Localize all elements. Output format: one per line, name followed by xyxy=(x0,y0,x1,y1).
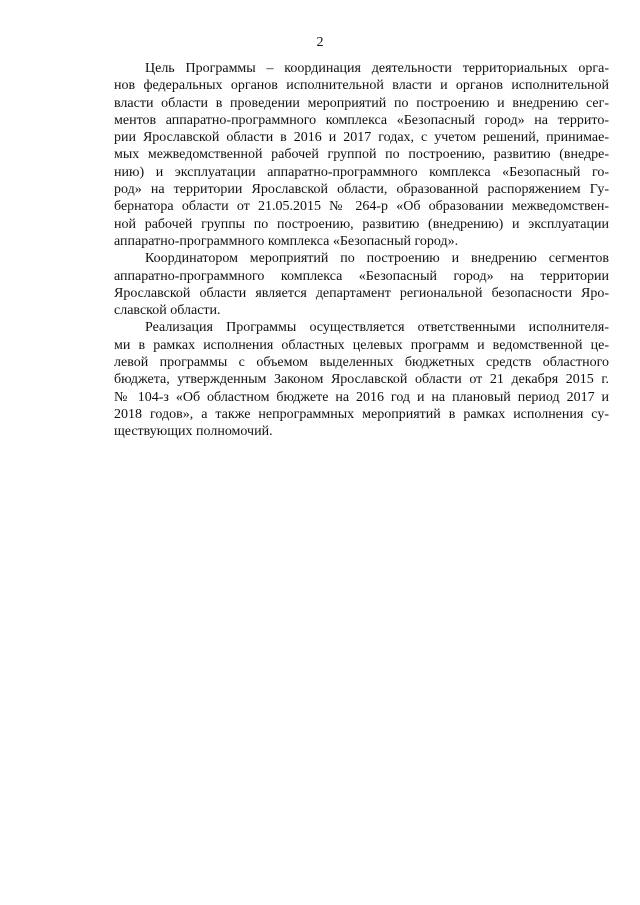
text-line: род» на территории Ярославской области, образованной распоряжением Гу- xyxy=(114,182,609,198)
text-line: левой программы с объемом выделенных бюджетных средств областного xyxy=(114,355,609,371)
text-line: 2018 годов», а также непрограммных мероприятий в рамках исполнения су- xyxy=(114,406,609,422)
text-line: № 104-з «Об областном бюджете на 2016 год и на плановый период 2017 и xyxy=(114,389,609,405)
text-line: аппаратно-программного комплекса «Безопасный город». xyxy=(114,233,459,249)
page-number: 2 xyxy=(316,35,324,50)
paragraph-program-goal xyxy=(114,60,609,250)
text-line: Ярославской области является департамент региональной безопасности Яро- xyxy=(114,285,609,301)
text-line: нию) и эксплуатации аппаратно-программного комплекса «Безопасный го- xyxy=(114,164,609,180)
text-line: рии Ярославской области в 2016 и 2017 годах, с учетом решений, принимае- xyxy=(114,130,609,146)
text-line: ной рабочей группы по построению, развитию (внедрению) и эксплуатации xyxy=(114,216,609,232)
text-line: Реализация Программы осуществляется ответственными исполнителя- xyxy=(145,320,609,336)
text-line: Координатором мероприятий по построению и внедрению сегментов xyxy=(145,251,609,267)
text-line: власти области в проведении мероприятий по построению и внедрению сег- xyxy=(114,95,609,111)
paragraph-coordinator xyxy=(114,250,609,319)
text-line: мых межведомственной рабочей группой по построению, развитию (внедре- xyxy=(114,147,609,163)
text-line: ментов аппаратно-программного комплекса «Безопасный город» на террито- xyxy=(114,112,609,128)
paragraph-implementation xyxy=(114,319,609,440)
document-body xyxy=(114,60,609,441)
text-line: бернатора области от 21.05.2015 № 264-р «Об образовании межведомствен- xyxy=(114,199,609,215)
text-line: ми в рамках исполнения областных целевых программ и ведомственной це- xyxy=(114,337,609,353)
text-line: нов федеральных органов исполнительной власти и органов исполнительной xyxy=(114,78,609,94)
text-line: ществующих полномочий. xyxy=(114,424,273,440)
text-line: аппаратно-программного комплекса «Безопасный город» на территории xyxy=(114,268,609,284)
text-line: славской области. xyxy=(114,303,221,319)
text-line: Цель Программы – координация деятельности территориальных орга- xyxy=(145,61,609,76)
text-line: бюджета, утвержденным Законом Ярославской области от 21 декабря 2015 г. xyxy=(114,372,609,388)
